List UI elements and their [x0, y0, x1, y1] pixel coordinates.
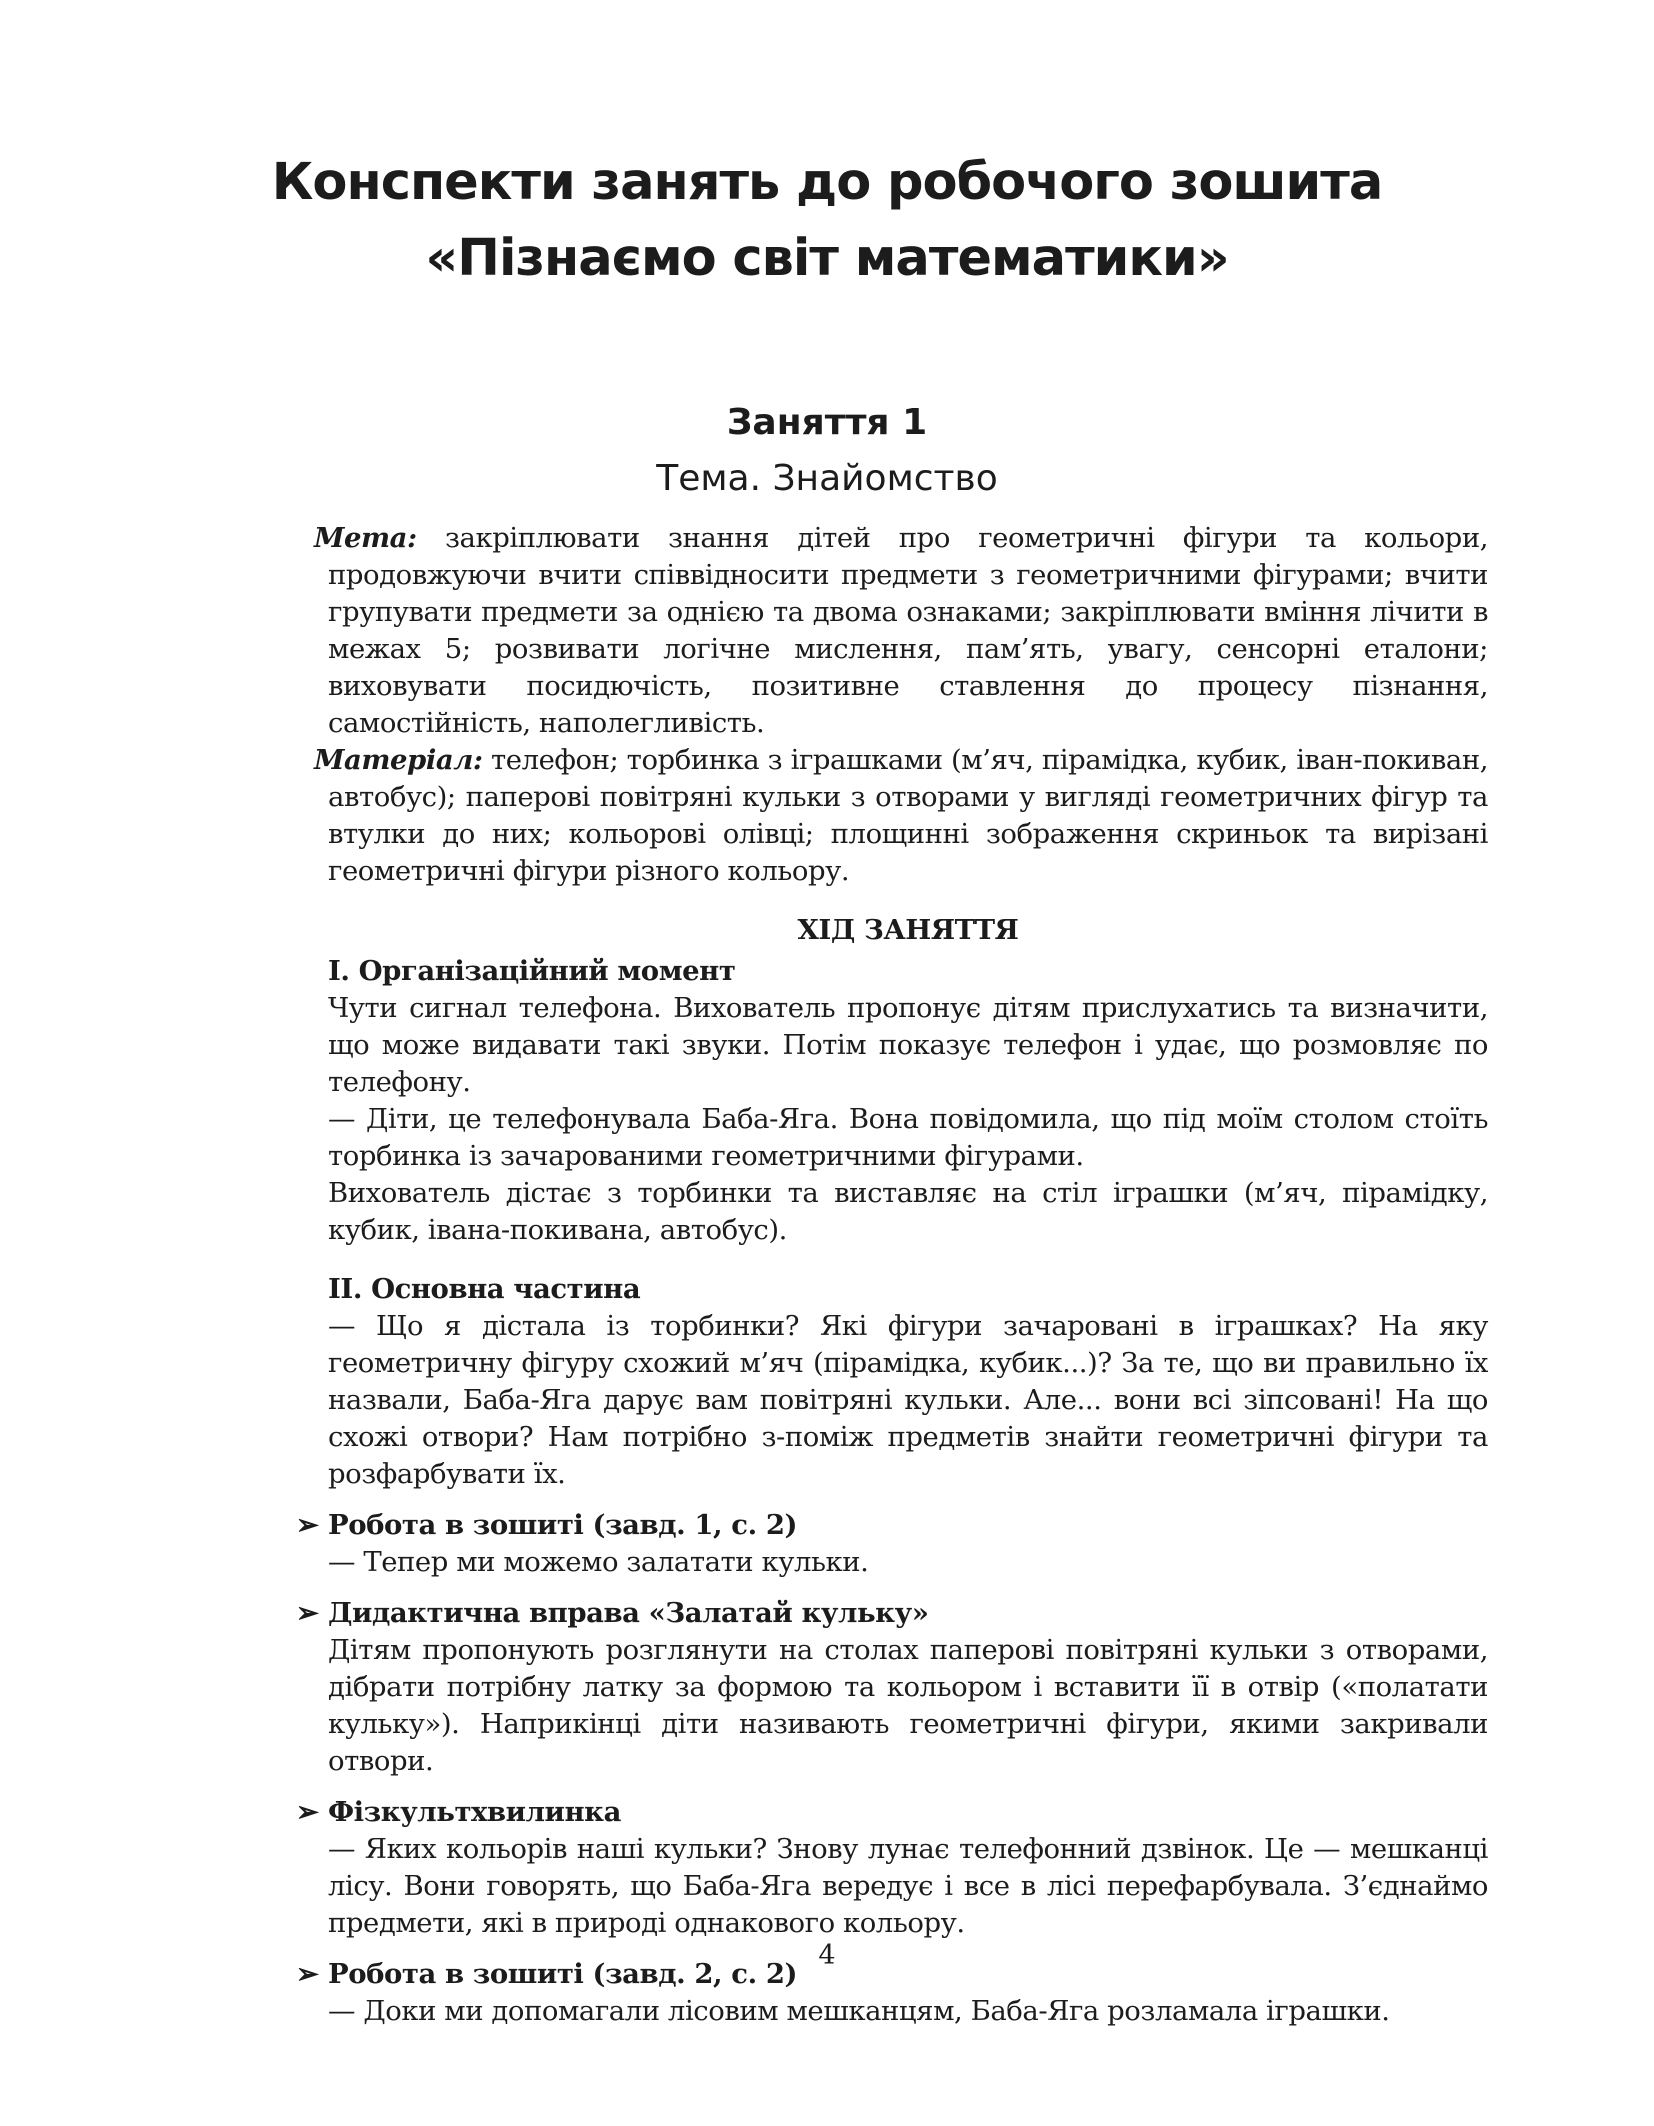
section2-paragraph-1: — Що я дістала із торбинки? Які фігури зачаровані в іграшках? На яку геометричну фігуру схожий м’яч (пірамідка, кубик...)? За те, що ви правильно їх назвали, Баба-Яга дарує вам повітряні кульки. Але... вони всі зіпсовані! На що схожі отвори? Нам потрібно з-поміж предметів знайти геометричні фігури та розфарбувати їх. [328, 1310, 1488, 1490]
material-label: Матеріал: [314, 744, 483, 776]
lesson-heading [0, 395, 1654, 507]
arrow-bullet-icon: ➢ [296, 1509, 319, 1541]
task-3-title [296, 1794, 1456, 1831]
task-1-label: Робота в зошиті (завд. 1, с. 2) [328, 1509, 798, 1541]
section2-title: ІІ. Основна частина [328, 1273, 641, 1305]
section1-paragraph-3: Вихователь дістає з торбинки та виставляє на стіл іграшки (м’яч, пірамідку, кубик, івана-покивана, автобус). [328, 1177, 1488, 1246]
task-4-text: — Доки ми допомагали лісовим мешканцям, Баба-Яга розламала іграшки. [328, 1995, 1390, 2027]
course-heading: ХІД ЗАНЯТТЯ [797, 914, 1019, 946]
goal-label: Мета: [314, 522, 417, 554]
page-number: 4 [818, 1940, 836, 1971]
task-2-title [296, 1595, 1456, 1632]
arrow-bullet-icon: ➢ [296, 1958, 319, 1990]
task-2-label: Дидактична вправа «Залатай кульку» [328, 1597, 929, 1629]
lesson-topic: Тема. Знайомство [656, 458, 998, 499]
task-3-label: Фізкультхвилинка [328, 1796, 621, 1828]
page-title [0, 145, 1654, 297]
goal-paragraph [314, 520, 1488, 742]
task-2-text: Дітям пропонують розглянути на столах паперові повітряні кульки з отворами, дібрати потрібну латку за формою та кольором і вставити її в отвір («полатати кульку»). Наприкінці діти називають геометричні фігури, якими закривали отвори. [328, 1634, 1488, 1777]
lesson-body [296, 520, 1488, 2030]
task-1-text: — Тепер ми можемо залатати кульки. [328, 1546, 869, 1578]
section1-paragraph-2: — Діти, це телефонувала Баба-Яга. Вона повідомила, що під моїм столом стоїть торбинка із зачарованими геометричними фігурами. [328, 1103, 1488, 1172]
arrow-bullet-icon: ➢ [296, 1597, 319, 1629]
material-text: телефон; торбинка з іграшками (м’яч, пірамідка, кубик, іван-покиван, автобус); паперові повітряні кульки з отворами у вигляді геометричних фігур та втулки до них; кольорові олівці; площинні зображення скриньок та вирізані геометричні фігури різного кольору. [328, 744, 1488, 887]
goal-text: закріплювати знання дітей про геометричні фігури та кольори, продовжуючи вчити співвідносити предмети з геометричними фігурами; вчити групувати предмети за однією та двома ознаками; закріплювати вміння лічити в межах 5; розвивати логічне мислення, пам’ять, увагу, сенсорні еталони; виховувати посидючість, позитивне ставлення до процесу пізнання, самостійність, наполегливість. [328, 522, 1488, 739]
task-4-label: Робота в зошиті (завд. 2, с. 2) [328, 1958, 798, 1990]
title-line-1: Конспекти занять до робочого зошита [271, 153, 1383, 212]
section1-title: І. Організаційний момент [328, 955, 736, 987]
title-line-2: «Пізнаємо світ математики» [425, 229, 1229, 288]
material-paragraph [314, 742, 1488, 890]
lesson-number: Заняття 1 [726, 402, 928, 443]
task-1-title [296, 1507, 1456, 1544]
arrow-bullet-icon: ➢ [296, 1796, 319, 1828]
section1-paragraph-1: Чути сигнал телефона. Вихователь пропонує дітям прислухатись та визначити, що може видавати такі звуки. Потім показує телефон і удає, що розмовляє по телефону. [328, 992, 1488, 1098]
task-3-text: — Яких кольорів наші кульки? Знову лунає телефонний дзвінок. Це — мешканці лісу. Вони говорять, що Баба-Яга вередує і все в лісі перефарбувала. З’єднаймо предмети, які в природі однакового кольору. [328, 1833, 1488, 1939]
